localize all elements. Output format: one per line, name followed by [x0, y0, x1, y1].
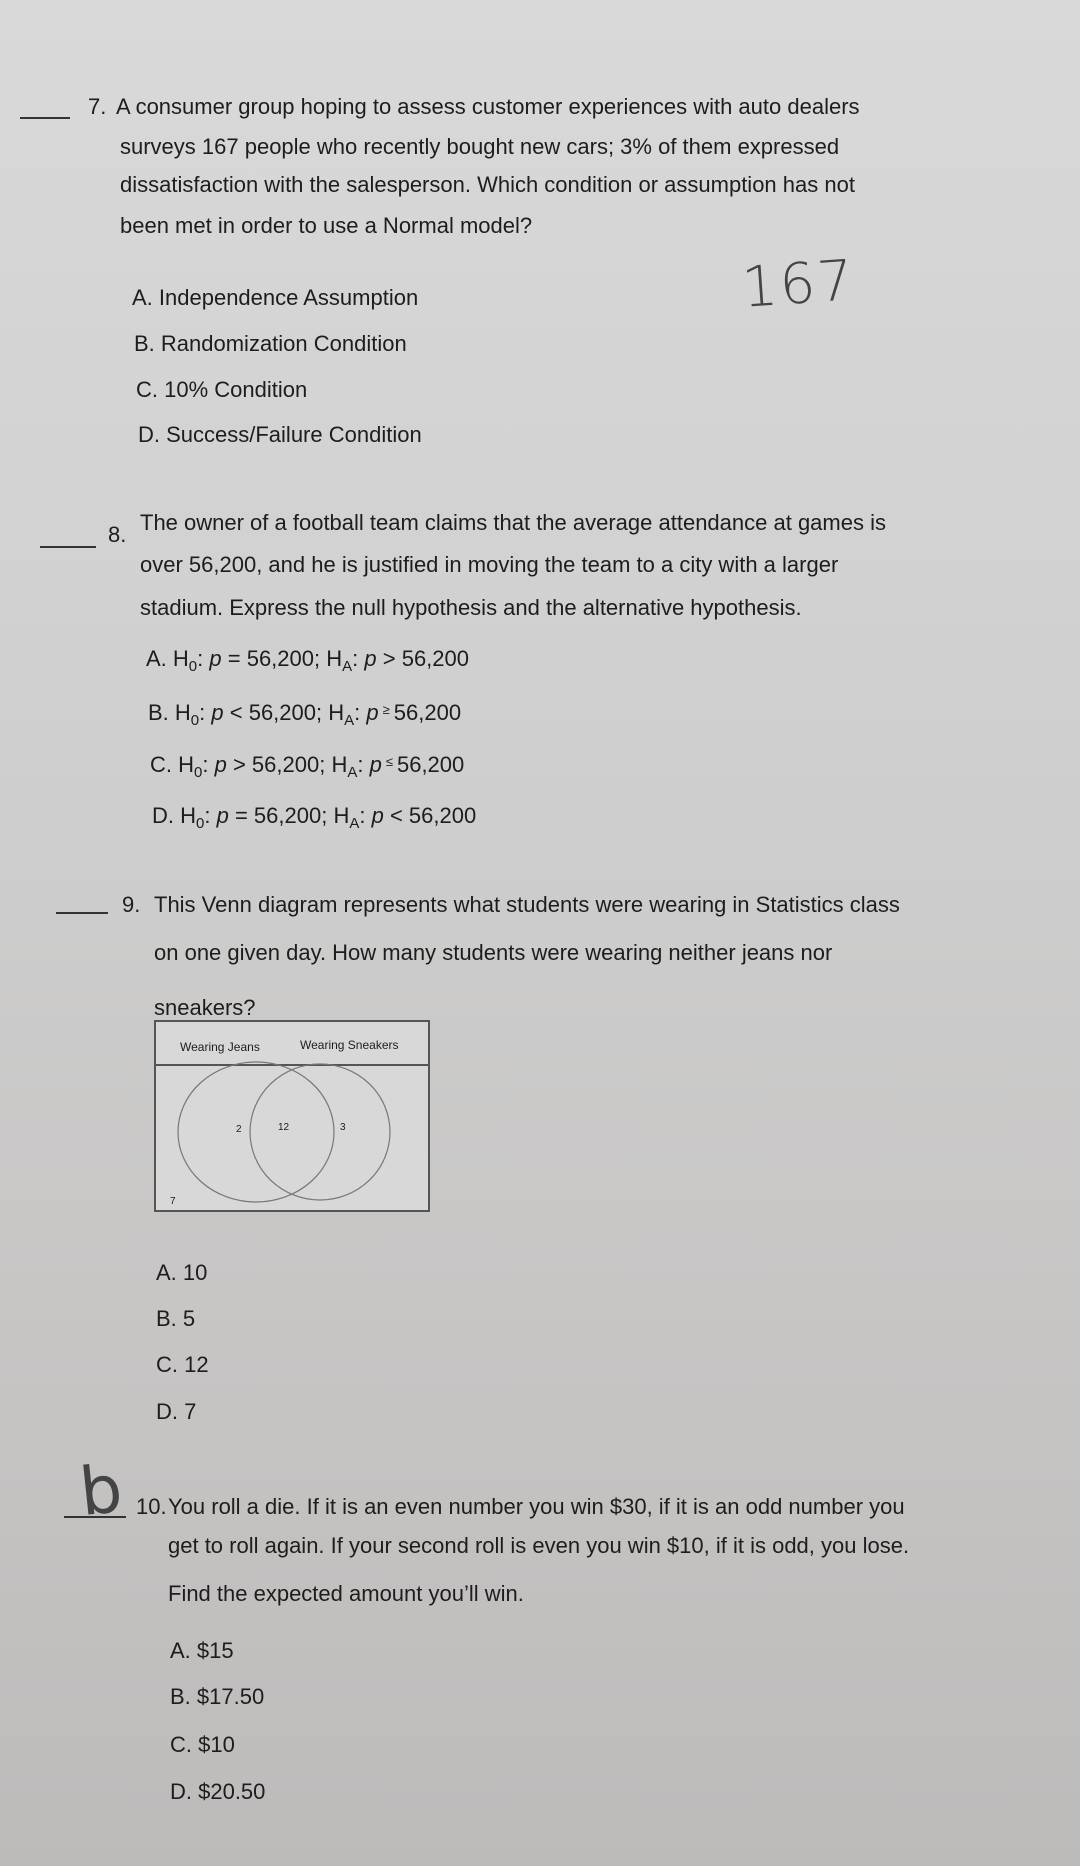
- q9-option-b[interactable]: B. 5: [156, 1306, 196, 1331]
- handwritten-answer-q10: b: [76, 1450, 126, 1531]
- ha-relation: < 56,200: [389, 803, 477, 828]
- question-10-line-1: You roll a die. If it is an even number you win $30, if it is an odd number you: [168, 1494, 905, 1519]
- option-letter: B.: [148, 700, 169, 725]
- question-10-line-2: get to roll again. If your second roll is even you win $10, if it is odd, you lose.: [168, 1533, 910, 1558]
- q7-option-a[interactable]: A. Independence Assumption: [132, 285, 419, 310]
- venn-value-jeans-only: 2: [236, 1124, 242, 1135]
- answer-blank-q9[interactable]: [56, 912, 108, 914]
- q10-option-d[interactable]: D. $20.50: [170, 1779, 266, 1804]
- q7-option-d[interactable]: D. Success/Failure Condition: [138, 422, 422, 447]
- question-10-line-3: Find the expected amount you’ll win.: [168, 1581, 524, 1606]
- venn-diagram: [154, 1020, 430, 1212]
- q10-option-c[interactable]: C. $10: [170, 1732, 235, 1757]
- h0-relation: = 56,200;: [234, 803, 328, 828]
- question-7-line-1: A consumer group hoping to assess customer experiences with auto dealers: [116, 94, 860, 119]
- answer-blank-q8[interactable]: [40, 546, 96, 548]
- q9-option-a[interactable]: A. 10: [156, 1260, 208, 1285]
- q9-option-c[interactable]: C. 12: [156, 1352, 209, 1377]
- venn-value-both: 12: [278, 1122, 290, 1133]
- q8-option-b[interactable]: B. $H_0$: p < 56,200; $H_A$: p ≥ 56,200: [148, 700, 462, 729]
- question-8-line-1: The owner of a football team claims that the average attendance at games is: [140, 510, 886, 535]
- question-number-7: 7.: [88, 94, 107, 119]
- venn-label-jeans: Wearing Jeans: [180, 1040, 260, 1054]
- question-8-line-3: stadium. Express the null hypothesis and the alternative hypothesis.: [140, 595, 802, 620]
- h0-relation: > 56,200;: [232, 752, 326, 777]
- ha-relation: 56,200: [393, 700, 462, 725]
- option-letter: A.: [146, 646, 167, 671]
- ha-relation: 56,200: [396, 752, 465, 777]
- question-number-9: 9.: [122, 892, 141, 917]
- h0-relation: < 56,200;: [229, 700, 323, 725]
- q7-option-b[interactable]: B. Randomization Condition: [134, 331, 407, 356]
- venn-label-sneakers: Wearing Sneakers: [300, 1038, 399, 1052]
- option-letter: C.: [150, 752, 172, 777]
- answer-blank-q7[interactable]: [20, 117, 70, 119]
- question-8-line-2: over 56,200, and he is justified in moving the team to a city with a larger: [140, 552, 839, 577]
- question-7-line-2: surveys 167 people who recently bought new cars; 3% of them expressed: [120, 134, 840, 159]
- question-number-10: 10.: [136, 1494, 167, 1519]
- venn-value-neither: 7: [170, 1196, 176, 1207]
- h0-relation: = 56,200;: [227, 646, 321, 671]
- q10-option-a[interactable]: A. $15: [170, 1638, 234, 1663]
- question-9-line-3: sneakers?: [154, 995, 256, 1020]
- option-letter: D.: [152, 803, 174, 828]
- venn-value-sneakers-only: 3: [340, 1122, 346, 1133]
- q8-option-c[interactable]: C. $H_0$: p > 56,200; $H_A$: p ≤ 56,200: [150, 752, 465, 781]
- venn-circle-sneakers: [250, 1064, 390, 1200]
- question-9-line-2: on one given day. How many students were wearing neither jeans nor: [154, 940, 833, 965]
- question-7-line-3: dissatisfaction with the salesperson. Which condition or assumption has not: [120, 172, 855, 197]
- ha-relation: > 56,200: [382, 646, 469, 671]
- q8-option-a[interactable]: A. $H_0$: p = 56,200; $H_A$: p > 56,200: [146, 646, 469, 675]
- handwritten-note-167: 167: [739, 248, 858, 321]
- ha-relation-symbol: ≥: [382, 702, 390, 717]
- venn-circle-jeans: [178, 1062, 334, 1202]
- q8-option-d[interactable]: D. $H_0$: p = 56,200; $H_A$: p < 56,200: [152, 803, 477, 832]
- venn-circles: [156, 1022, 428, 1210]
- q9-option-d[interactable]: D. 7: [156, 1399, 197, 1424]
- q10-option-b[interactable]: B. $17.50: [170, 1684, 265, 1709]
- question-number-8: 8.: [108, 522, 127, 547]
- q7-option-c[interactable]: C. 10% Condition: [136, 377, 308, 402]
- question-7-line-4: been met in order to use a Normal model?: [120, 213, 533, 238]
- ha-relation-symbol: ≤: [385, 754, 393, 769]
- question-9-line-1: This Venn diagram represents what students were wearing in Statistics class: [154, 892, 900, 917]
